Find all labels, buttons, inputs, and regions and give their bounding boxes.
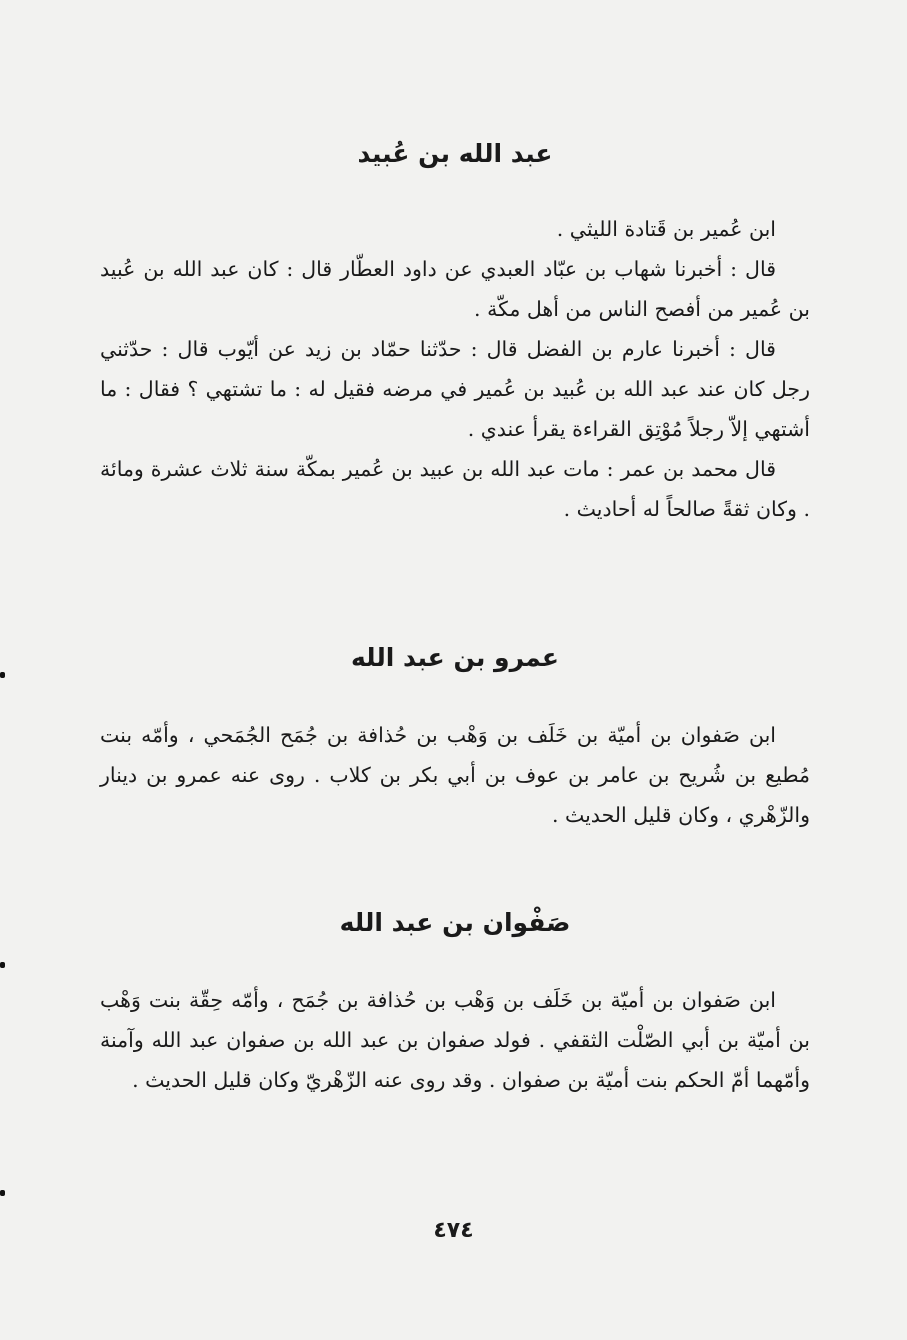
scan-mark	[0, 962, 5, 968]
paragraph: قال : أخبرنا شهاب بن عبّاد العبدي عن داود العطّار قال : كان عبد الله بن عُبيد بن عُمير من أفصح الناس من أهل مكّة .	[100, 257, 810, 321]
section-title: صَفْوان بن عبد الله	[339, 908, 571, 937]
section-safwan-bin-abdullah	[100, 906, 810, 1100]
section-amr-bin-abdullah	[100, 641, 810, 835]
paragraph: قال محمد بن عمر : مات عبد الله بن عبيد بن عُمير بمكّة سنة ثلاث عشرة ومائة . وكان ثقةً صالحاً له أحاديث .	[100, 457, 810, 521]
paragraph: ابن صَفوان بن أميّة بن خَلَف بن وَهْب بن حُذافة بن جُمَح ، وأمّه حِقّة بنت وَهْب بن أميّة بن أبي الصّلْت الثقفي . فولد صفوان بن عبد الله بن صفوان عبد الله وآمنة وأمّهما أمّ الحكم بنت أميّة بن صفوان . وقد روى عنه الزّهْريّ وكان قليل الحديث .	[100, 988, 810, 1092]
paragraph: ابن عُمير بن قَتادة الليثي .	[556, 217, 776, 241]
paragraph: ابن صَفوان بن أميّة بن خَلَف بن وَهْب بن حُذافة بن جُمَح الجُمَحي ، وأمّه بنت مُطيع بن شُريح بن عامر بن عوف بن أبي بكر بن كلاب . روى عنه عمرو بن دينار والزّهْري ، وكان قليل الحديث .	[100, 723, 810, 827]
scan-mark	[0, 672, 5, 678]
page-number: ٤٧٤	[433, 1218, 474, 1243]
section-title: عمرو بن عبد الله	[351, 643, 559, 672]
section-title: عبد الله بن عُبيد	[357, 139, 553, 168]
section-abdullah-bin-ubaid	[100, 137, 810, 529]
paragraph: قال : أخبرنا عارم بن الفضل قال : حدّثنا حمّاد بن زيد عن أيّوب قال : حدّثني رجل كان عند عبد الله بن عُبيد بن عُمير في مرضه فقيل له : ما تشتهي ؟ فقال : ما أشتهي إلاّ رجلاً مُوْتِق القراءة يقرأ عندي .	[100, 337, 810, 441]
scan-mark	[0, 1190, 5, 1196]
